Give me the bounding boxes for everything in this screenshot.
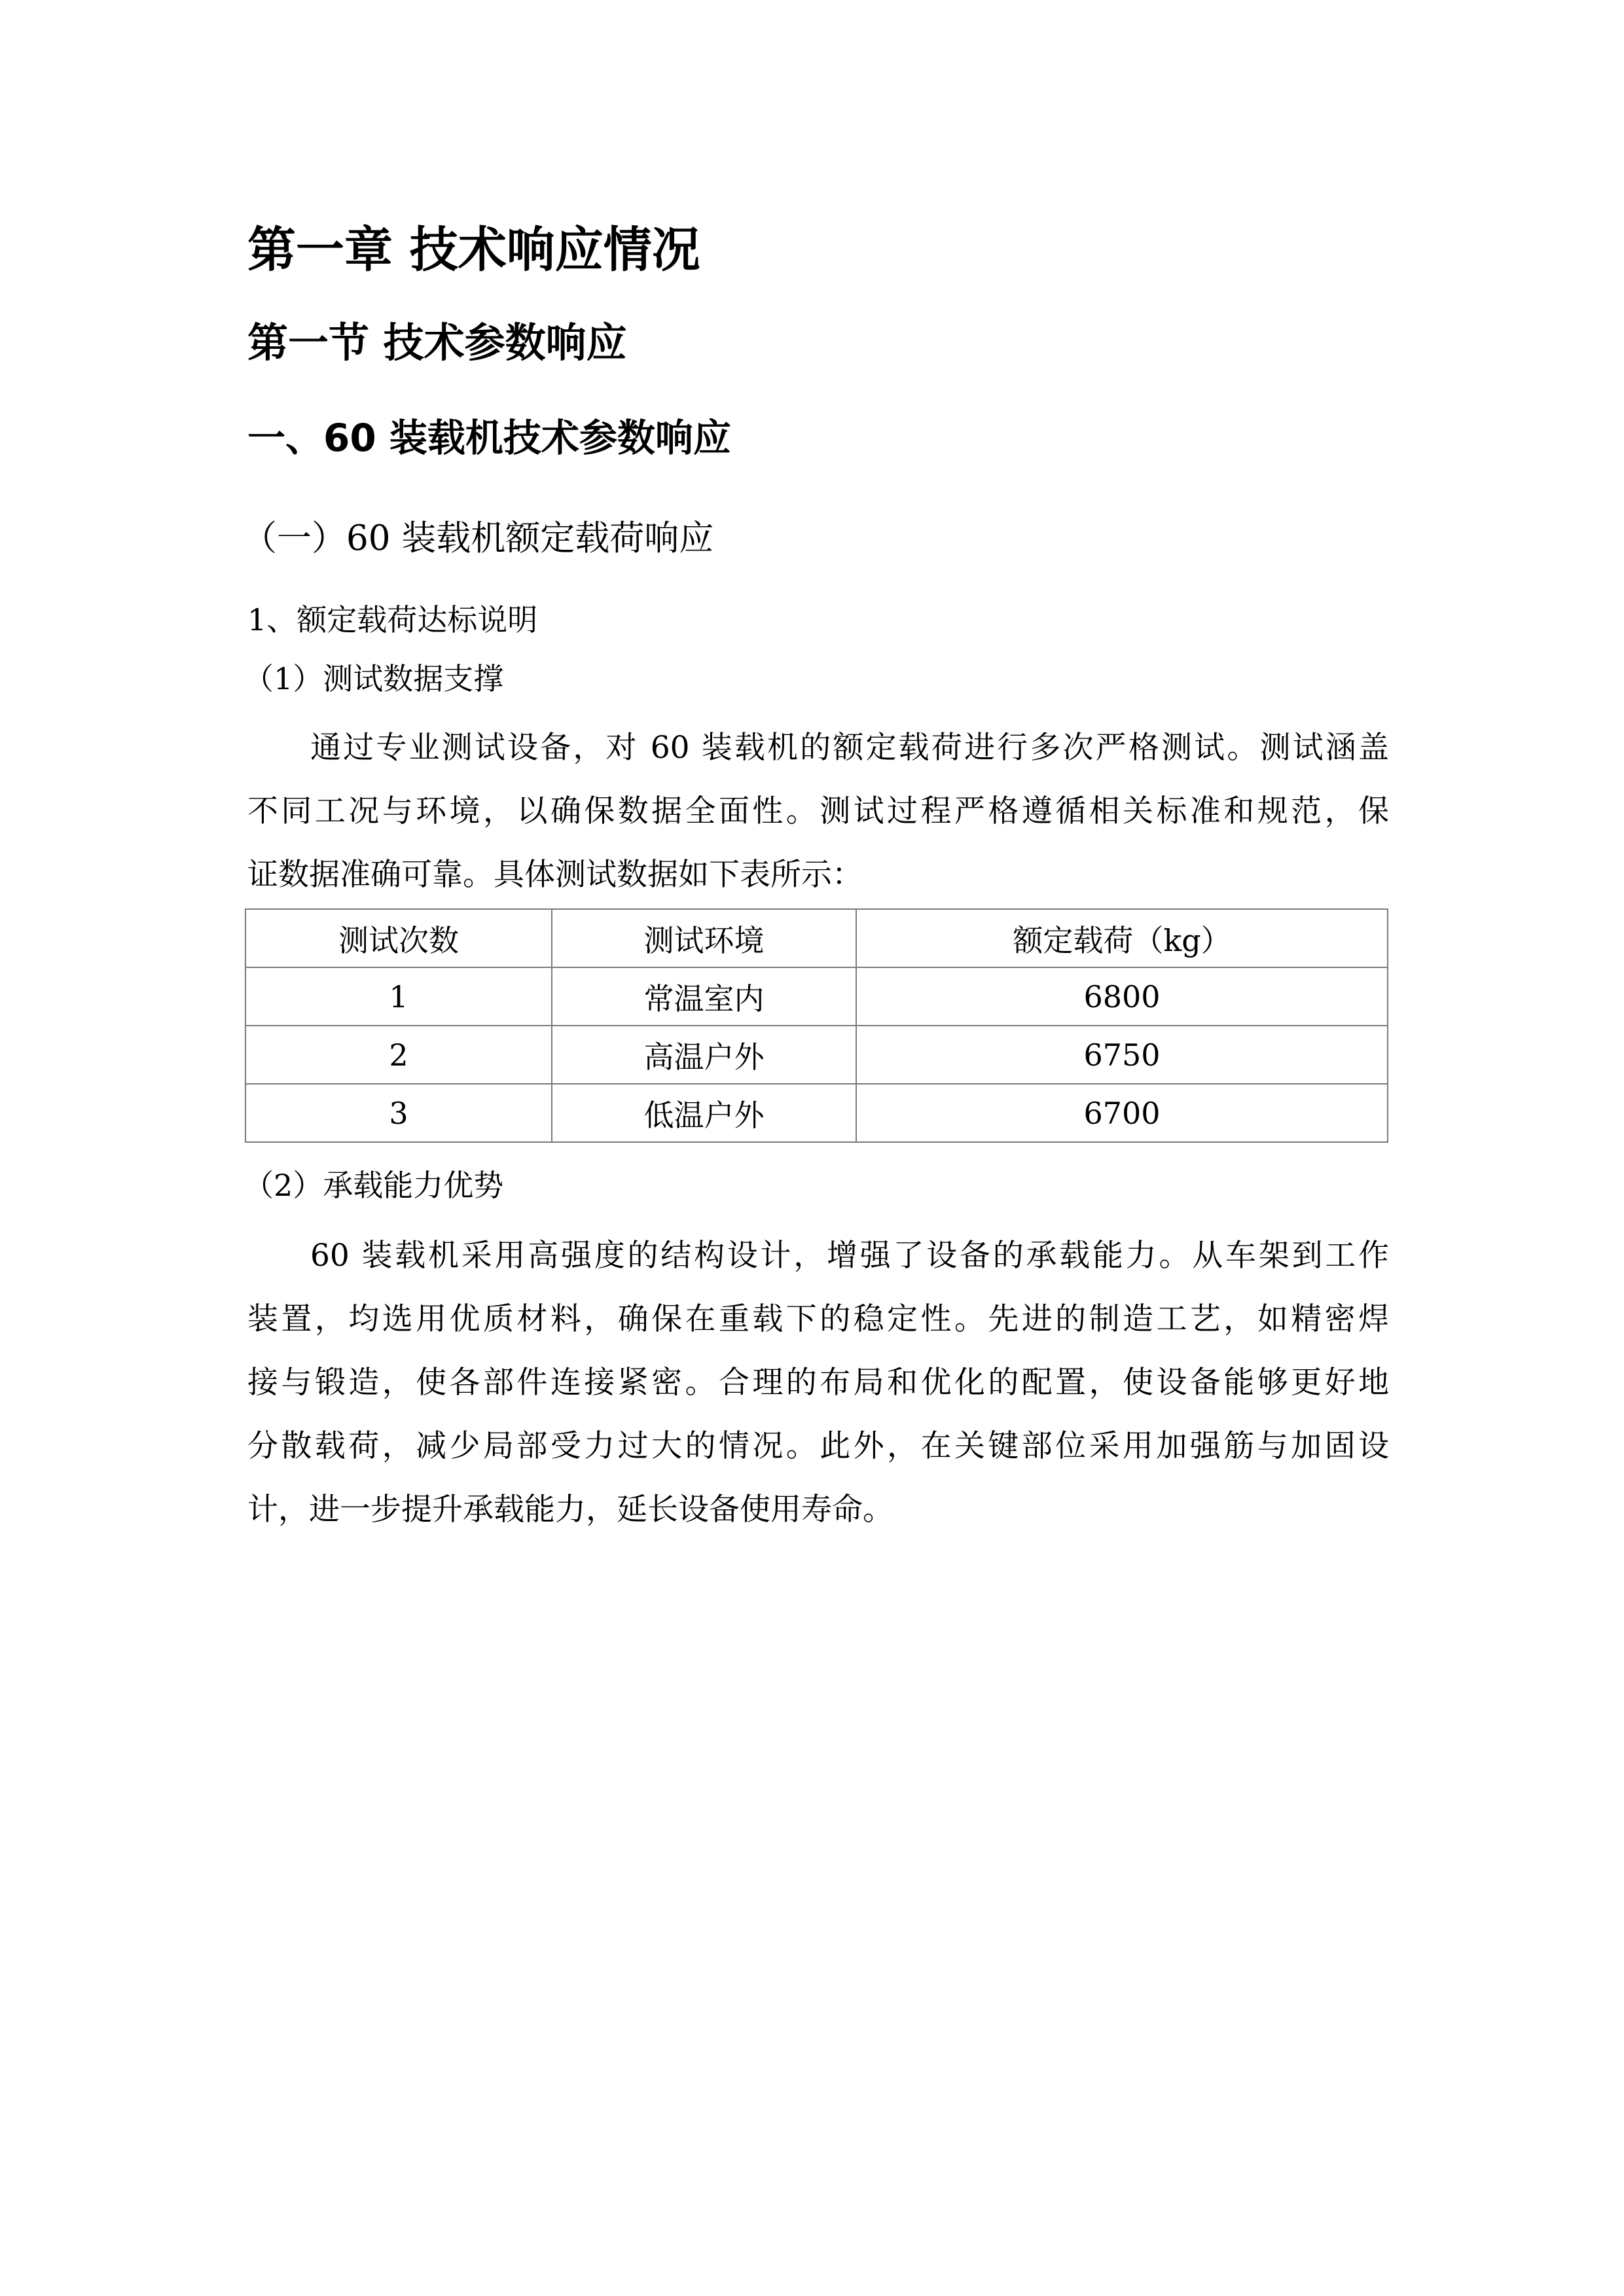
paragraph-line: 不同工况与环境，以确保数据全面性。测试过程严格遵循相关标准和规范，保 (247, 793, 1389, 829)
table-row (245, 1084, 1388, 1142)
paragraph-line: 通过专业测试设备，对 60 装载机的额定载荷进行多次严格测试。测试涵盖 (310, 730, 1389, 766)
table-cell: 2 (245, 1026, 552, 1084)
column-header: 测试环境 (552, 909, 856, 967)
table-cell: 6700 (856, 1084, 1388, 1142)
table-cell: 低温户外 (552, 1084, 856, 1142)
paragraph-line: 计，进一步提升承载能力，延长设备使用寿命。 (247, 1492, 893, 1528)
sub-subsection-title: （一）60 装载机额定载荷响应 (242, 518, 714, 558)
table-cell: 3 (245, 1084, 552, 1142)
test-data-paragraph (247, 732, 1389, 923)
point2-title: （2）承载能力优势 (244, 1168, 504, 1203)
table-cell: 高温户外 (552, 1026, 856, 1084)
table-header-row (245, 909, 1388, 967)
column-header: 额定载荷（kg） (856, 909, 1388, 967)
table-cell: 常温室内 (552, 967, 856, 1026)
subsection-title: 一、60 装载机技术参数响应 (247, 416, 731, 460)
table-cell: 6800 (856, 967, 1388, 1026)
item-title: 1、额定载荷达标说明 (247, 602, 538, 637)
rated-load-table (245, 908, 1388, 1143)
chapter-title: 第一章 技术响应情况 (247, 222, 700, 278)
column-header: 测试次数 (245, 909, 552, 967)
paragraph-line: 装置，均选用优质材料，确保在重载下的稳定性。先进的制造工艺，如精密焊 (247, 1301, 1389, 1337)
point1-title: （1）测试数据支撑 (244, 661, 504, 696)
table-cell: 6750 (856, 1026, 1388, 1084)
capacity-paragraph (247, 1240, 1389, 1558)
paragraph-line: 60 装载机采用高强度的结构设计，增强了设备的承载能力。从车架到工作 (310, 1238, 1389, 1274)
section-title: 第一节 技术参数响应 (247, 319, 627, 367)
paragraph-line: 接与锻造，使各部件连接紧密。合理的布局和优化的配置，使设备能够更好地 (247, 1365, 1389, 1401)
table-row (245, 967, 1388, 1026)
table-row (245, 1026, 1388, 1084)
paragraph-line: 证数据准确可靠。具体测试数据如下表所示： (247, 857, 863, 893)
paragraph-line: 分散载荷，减少局部受力过大的情况。此外，在关键部位采用加强筋与加固设 (247, 1428, 1389, 1464)
table-cell: 1 (245, 967, 552, 1026)
